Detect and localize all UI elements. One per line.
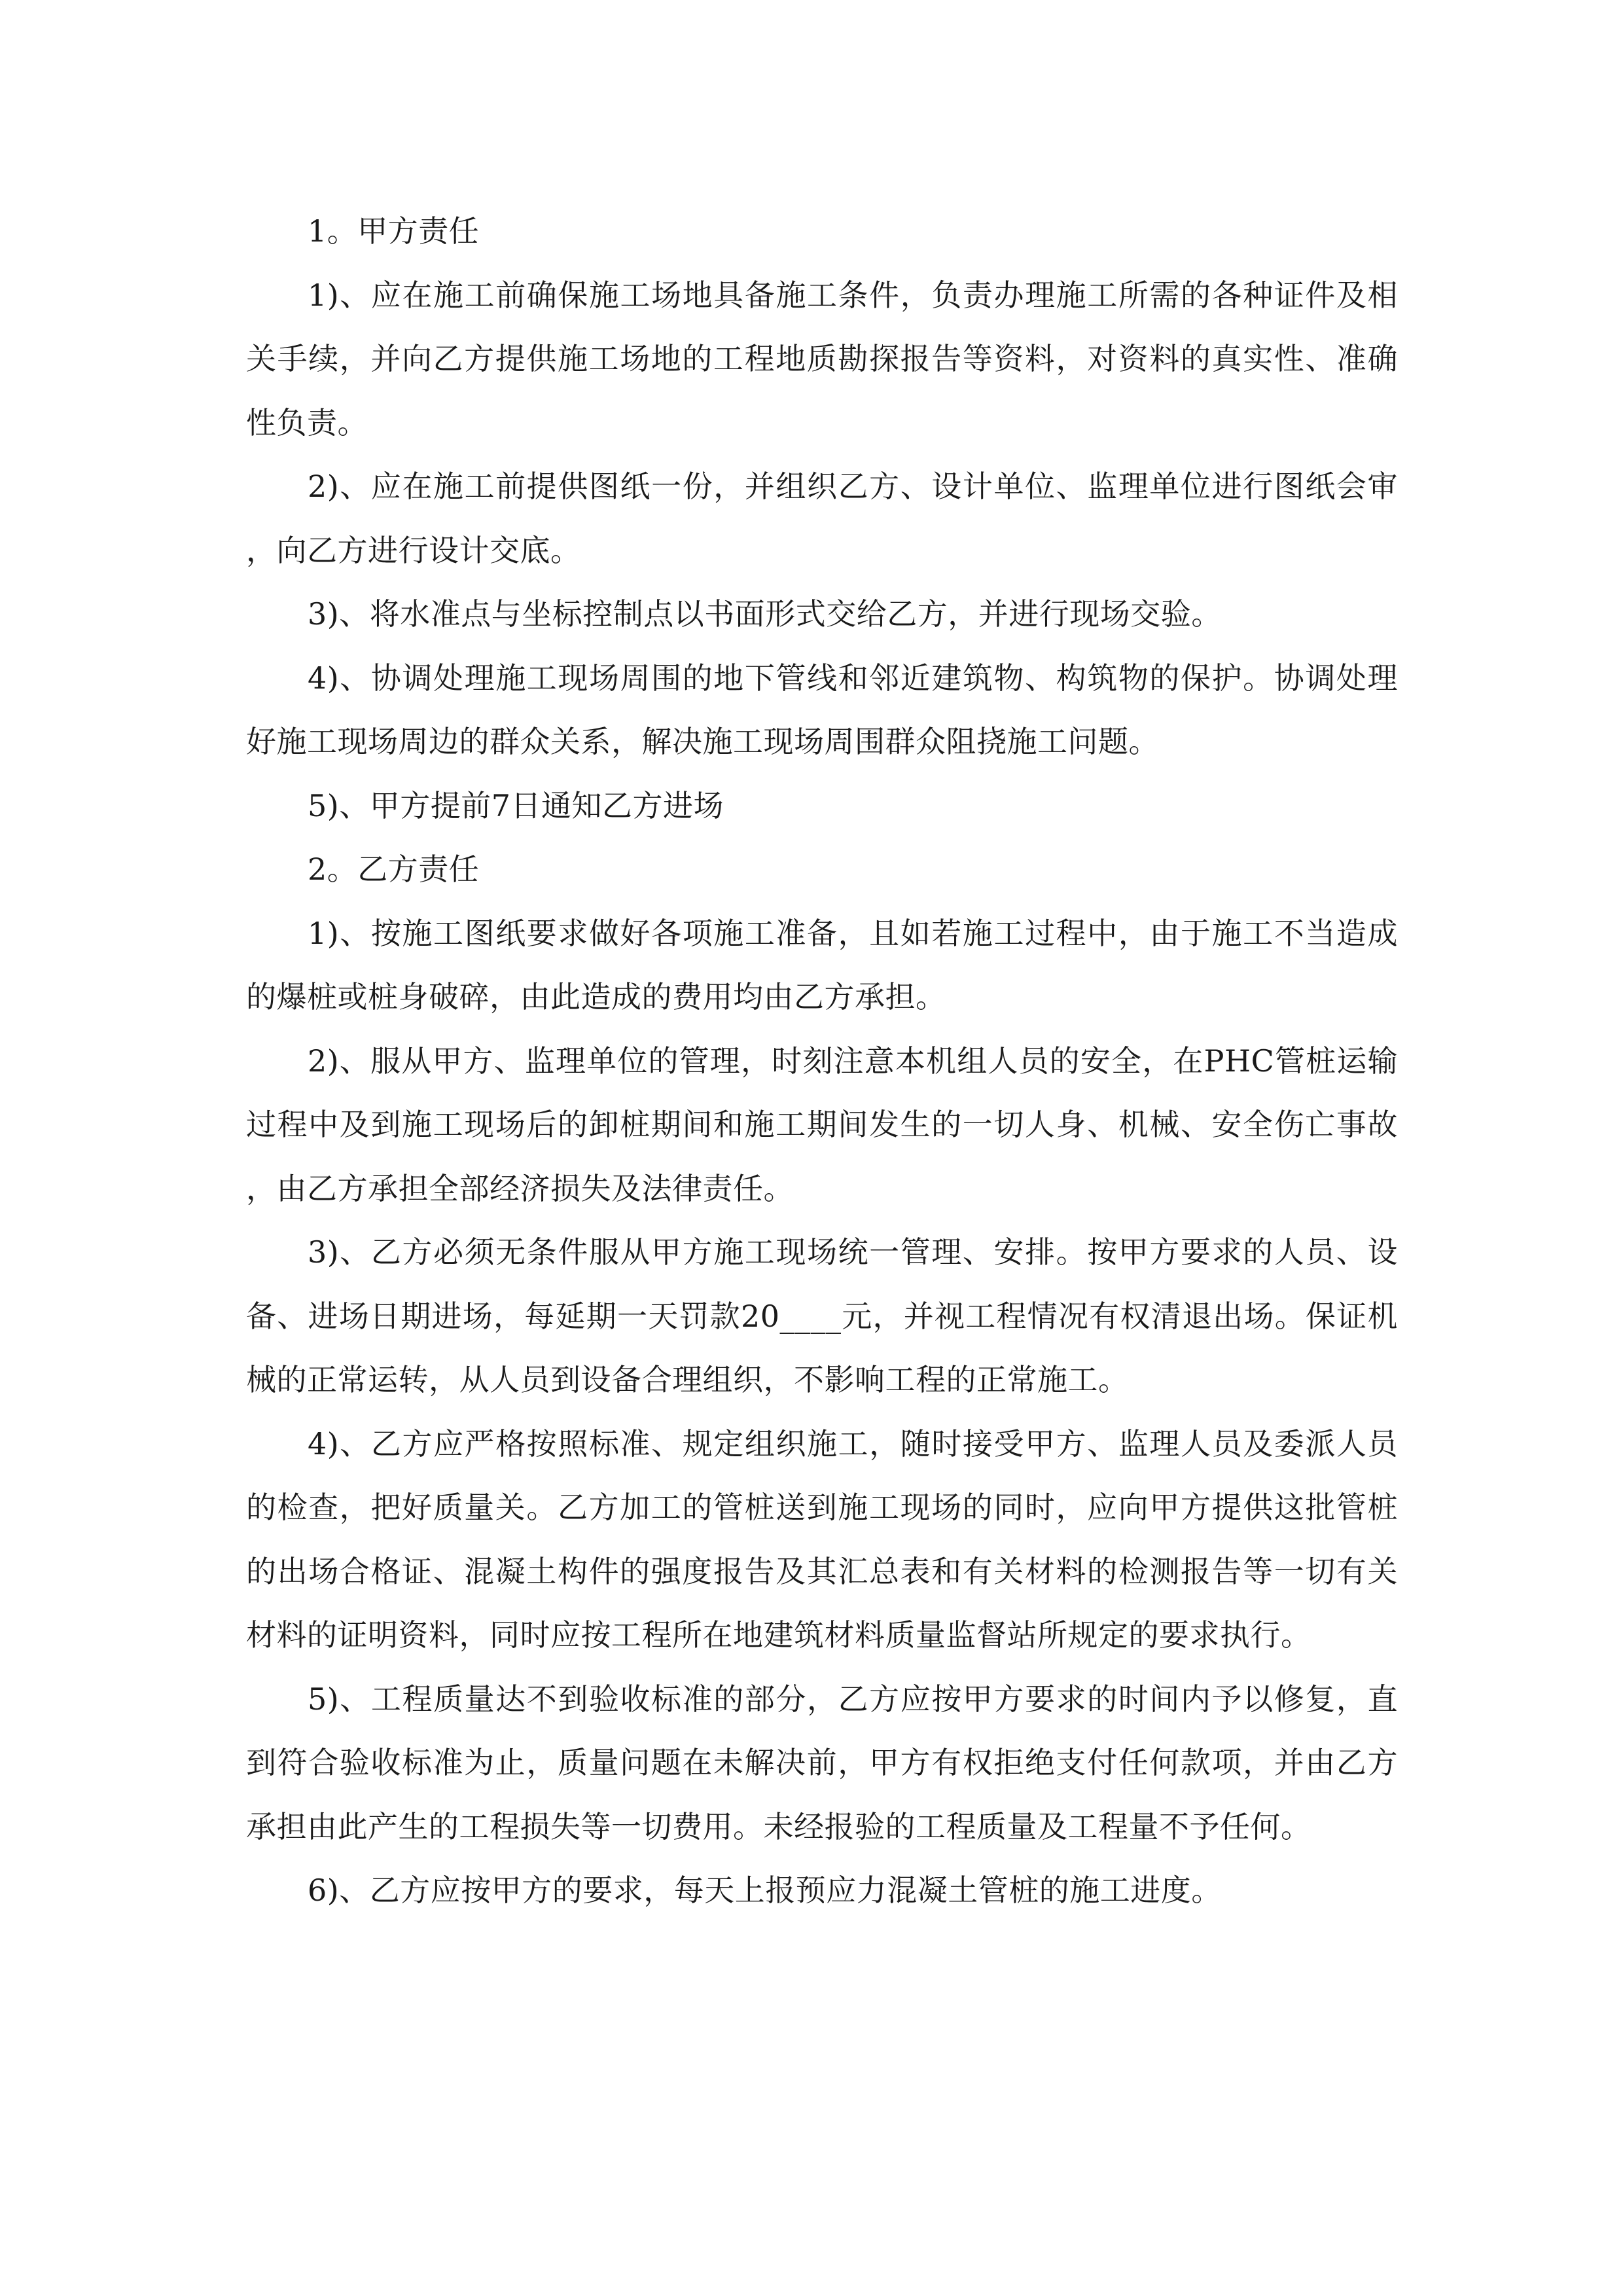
section-heading-party-b: 2。乙方责任 [308,852,480,887]
paragraph: 2)、应在施工前提供图纸一份，并组织乙方、设计单位、监理单位进行图纸会审，向乙方进行设计交底。 [246,469,1398,568]
paragraph: 5)、工程质量达不到验收标准的部分，乙方应按甲方要求的时间内予以修复，直到符合验收标准为止，质量问题在未解决前，甲方有权拒绝支付任何款项，并由乙方承担由此产生的工程损失等一切费用。未经报验的工程质量及工程量不予任何。 [246,1681,1398,1844]
paragraph: 6)、乙方应按甲方的要求，每天上报预应力混凝土管桩的施工进度。 [308,1873,1222,1908]
document-body [246,200,1398,1923]
paragraph: 3)、将水准点与坐标控制点以书面形式交给乙方，并进行现场交验。 [308,596,1222,632]
paragraph: 1)、按施工图纸要求做好各项施工准备，且如若施工过程中，由于施工不当造成的爆桩或桩身破碎，由此造成的费用均由乙方承担。 [246,915,1398,1014]
paragraph: 1)、应在施工前确保施工场地具备施工条件，负责办理施工所需的各种证件及相关手续，并向乙方提供施工场地的工程地质勘探报告等资料，对资料的真实性、准确性负责。 [246,277,1398,440]
paragraph: 3)、乙方必须无条件服从甲方施工现场统一管理、安排。按甲方要求的人员、设备、进场日期进场，每延期一天罚款20____元，并视工程情况有权清退出场。保证机械的正常运转，从人员到设备合理组织，不影响工程的正常施工。 [246,1234,1398,1397]
paragraph: 4)、协调处理施工现场周围的地下管线和邻近建筑物、构筑物的保护。协调处理好施工现场周边的群众关系，解决施工现场周围群众阻挠施工问题。 [246,660,1398,759]
paragraph: 4)、乙方应严格按照标准、规定组织施工，随时接受甲方、监理人员及委派人员的检查，把好质量关。乙方加工的管桩送到施工现场的同时，应向甲方提供这批管桩的出场合格证、混凝土构件的强度报告及其汇总表和有关材料的检测报告等一切有关材料的证明资料，同时应按工程所在地建筑材料质量监督站所规定的要求执行。 [246,1426,1398,1653]
paragraph: 2)、服从甲方、监理单位的管理，时刻注意本机组人员的安全，在PHC管桩运输过程中及到施工现场后的卸桩期间和施工期间发生的一切人身、机械、安全伤亡事故，由乙方承担全部经济损失及法律责任。 [246,1043,1398,1206]
paragraph: 5)、甲方提前7日通知乙方进场 [308,787,724,823]
section-heading-party-a: 1。甲方责任 [308,213,480,249]
